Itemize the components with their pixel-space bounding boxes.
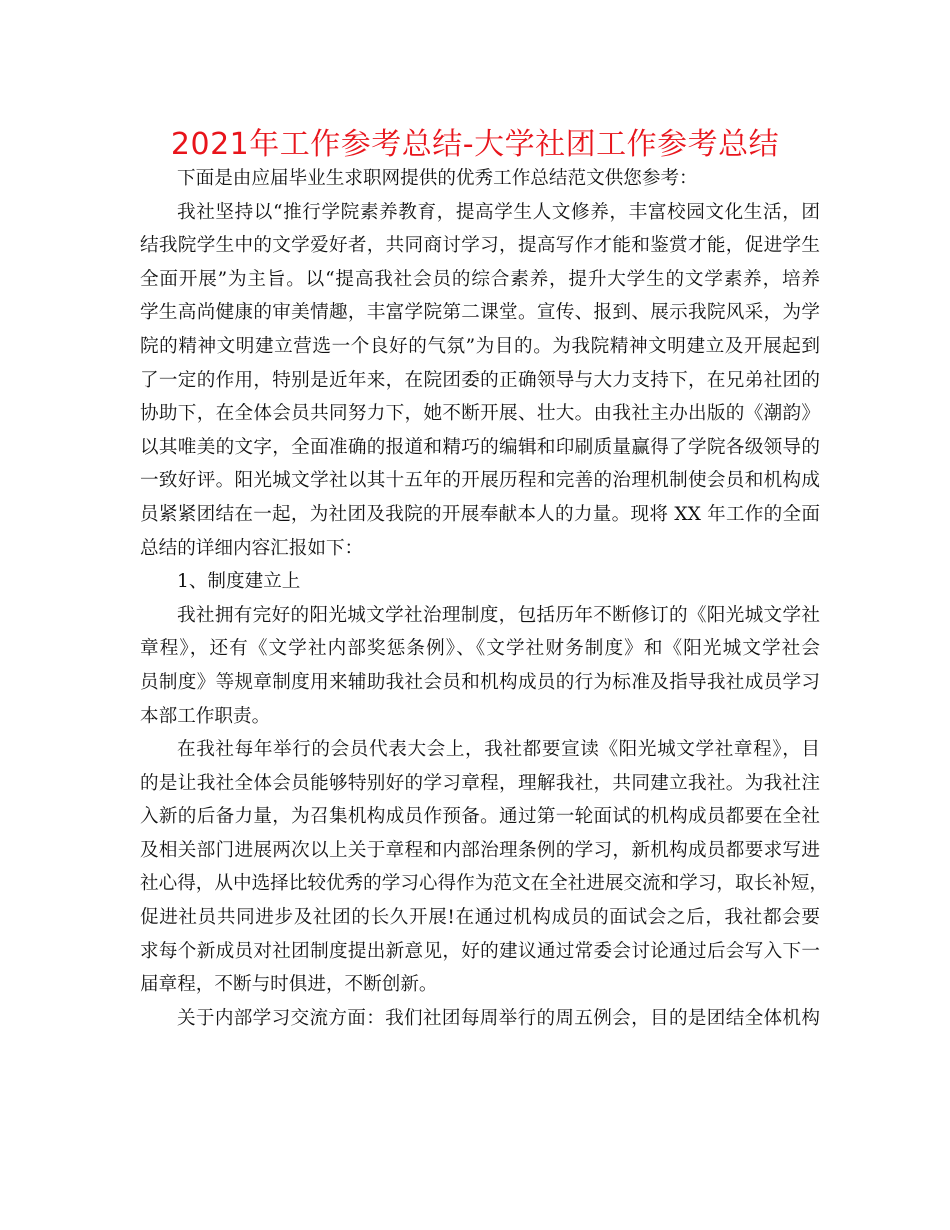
text-line: 在我社每年举行的会员代表大会上，我社都要宣读《阳光城文学社章程》，目 [177,739,820,761]
text-line: 下面是由应届毕业生求职网提供的优秀工作总结范文供您参考： [177,168,698,189]
text-line: 了一定的作用，特别是近年来，在院团委的正确领导与大力支持下，在兄弟社团的 [140,369,820,391]
document-body [140,162,828,1035]
text-line: 院的精神文明建立营选一个良好的气氛”为目的。为我院精神文明建立及开展起到 [140,335,820,357]
text-line: 社心得，从中选择比较优秀的学习心得作为范文在全社进展交流和学习，取长补短， [140,873,828,895]
text-line: 促进社员共同进步及社团的长久开展!在通过机构成员的面试会之后，我社都会要 [140,907,820,929]
text-line: 1、制度建立上 [177,571,301,593]
text-line: 入新的后备力量，为召集机构成员作预备。通过第一轮面试的机构成员都要在全社 [140,806,820,828]
text-line: 及相关部门进展两次以上关于章程和内部治理条例的学习，新机构成员都要求写进 [140,839,820,861]
text-line: 协助下，在全体会员共同努力下，她不断开展、壮大。由我社主办出版的《潮韵》 [140,403,820,425]
text-line: 届章程，不断与时俱进，不断创新。 [140,974,438,996]
text-line: 求每个新成员对社团制度提出新意见，好的建议通过常委会讨论通过后会写入下一 [140,940,820,962]
text-line: 员制度》等规章制度用来辅助我社会员和机构成员的行为标准及指导我社成员学习 [140,671,820,693]
text-line: 全面开展”为主旨。以“提高我社会员的综合素养，提升大学生的文学素养，培养 [140,268,820,290]
text-line: 结我院学生中的文学爱好者，共同商讨学习，提高写作才能和鉴赏才能，促进学生 [140,235,820,257]
text-line: 学生高尚健康的审美情趣，丰富学院第二课堂。宣传、报到、展示我院风采，为学 [140,302,820,324]
text-line: 员紧紧团结在一起，为社团及我院的开展奉献本人的力量。现将 XX 年工作的全面 [140,503,820,525]
text-line: 章程》，还有《文学社内部奖惩条例》、《文学社财务制度》和《阳光城文学社会 [140,638,820,660]
text-line: 总结的详细内容汇报如下： [140,537,364,559]
document-title: 2021年工作参考总结-大学社团工作参考总结 [170,127,780,162]
text-line: 我社坚持以“推行学院素养教育，提高学生人文修养，丰富校园文化生活，团 [177,201,820,223]
text-line: 的是让我社全体会员能够特别好的学习章程，理解我社，共同建立我社。为我社注 [140,772,820,794]
text-line: 本部工作职责。 [140,705,271,727]
text-line: 一致好评。阳光城文学社以其十五年的开展历程和完善的治理机制使会员和机构成 [140,470,820,492]
text-line: 我社拥有完好的阳光城文学社治理制度，包括历年不断修订的《阳光城文学社 [177,604,820,626]
text-line: 以其唯美的文字，全面准确的报道和精巧的编辑和印刷质量赢得了学院各级领导的 [140,436,820,458]
text-line: 关于内部学习交流方面：我们社团每周举行的周五例会，目的是团结全体机构 [177,1007,820,1029]
